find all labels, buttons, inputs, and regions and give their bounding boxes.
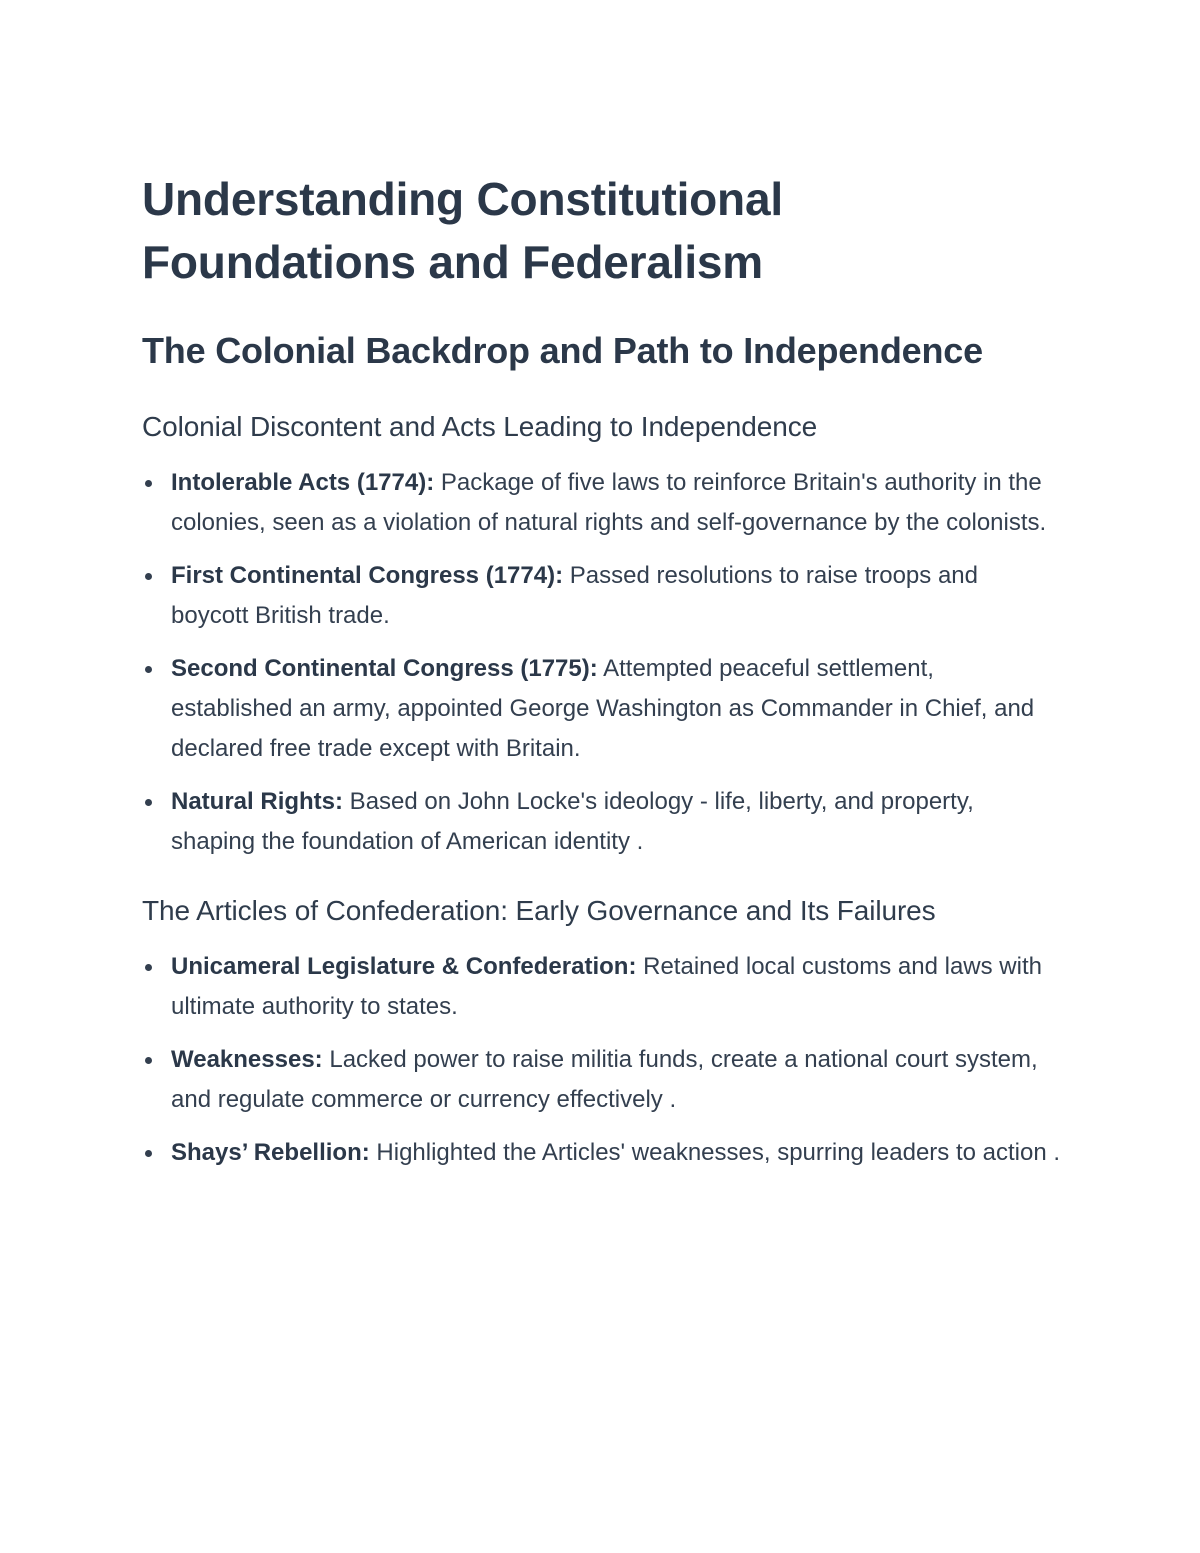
list-item-separator: : bbox=[314, 1046, 323, 1073]
bullet-list-articles-of-confederation bbox=[142, 947, 1062, 1173]
list-item bbox=[142, 649, 1062, 769]
list-item-term: Second Continental Congress (1775) bbox=[171, 655, 590, 682]
list-item-text: Package of five laws to reinforce Britain's authority in the colonies, seen as a violation of natural rights and self-governance by the colonists. bbox=[171, 469, 1047, 536]
list-item-text: Passed resolutions to raise troops and boycott British trade. bbox=[171, 562, 978, 629]
bullet-icon bbox=[145, 573, 152, 580]
section-heading: The Colonial Backdrop and Path to Independence bbox=[142, 330, 983, 371]
list-item-text: Based on John Locke's ideology - life, liberty, and property, shaping the foundation of American identity . bbox=[171, 788, 974, 855]
list-item-separator: : bbox=[555, 562, 564, 589]
document-page bbox=[142, 168, 1062, 1186]
list-item-separator: : bbox=[361, 1139, 370, 1166]
bullet-icon bbox=[145, 1150, 152, 1157]
document-title: Understanding Constitutional Foundations and Federalism bbox=[142, 173, 783, 288]
list-item bbox=[142, 556, 1062, 636]
list-item-text: Highlighted the Articles' weaknesses, spurring leaders to action . bbox=[369, 1139, 1061, 1166]
list-item bbox=[142, 947, 1062, 1027]
list-item bbox=[142, 1133, 1062, 1173]
list-item-separator: : bbox=[426, 469, 435, 496]
list-item-term: First Continental Congress (1774) bbox=[171, 562, 556, 589]
list-item-separator: : bbox=[589, 655, 598, 682]
list-item-text: Retained local customs and laws with ultimate authority to states. bbox=[171, 953, 1042, 1020]
subsection-heading-articles-of-confederation: The Articles of Confederation: Early Governance and Its Failures bbox=[142, 895, 936, 926]
list-item-term: Weaknesses bbox=[171, 1046, 315, 1073]
list-item-term: Unicameral Legislature & Confederation bbox=[171, 953, 629, 980]
list-item bbox=[142, 463, 1062, 543]
bullet-icon bbox=[145, 666, 152, 673]
list-item bbox=[142, 782, 1062, 862]
list-item-text: Lacked power to raise militia funds, create a national court system, and regulate commerce or currency effectively . bbox=[171, 1046, 1038, 1113]
subsection-heading-colonial-discontent: Colonial Discontent and Acts Leading to Independence bbox=[142, 411, 818, 442]
bullet-icon bbox=[145, 480, 152, 487]
bullet-icon bbox=[145, 964, 152, 971]
list-item-separator: : bbox=[628, 953, 637, 980]
list-item-text: Attempted peaceful settlement, established an army, appointed George Washington as Commander in Chief, and declared free trade except with Britain. bbox=[171, 655, 1035, 762]
list-item-term: Intolerable Acts (1774) bbox=[171, 469, 427, 496]
list-item-term: Shays’ Rebellion bbox=[171, 1139, 362, 1166]
bullet-list-colonial-discontent bbox=[142, 463, 1062, 862]
list-item-term: Natural Rights bbox=[171, 788, 336, 815]
bullet-icon bbox=[145, 799, 152, 806]
list-item-separator: : bbox=[335, 788, 344, 815]
list-item bbox=[142, 1040, 1062, 1120]
bullet-icon bbox=[145, 1057, 152, 1064]
